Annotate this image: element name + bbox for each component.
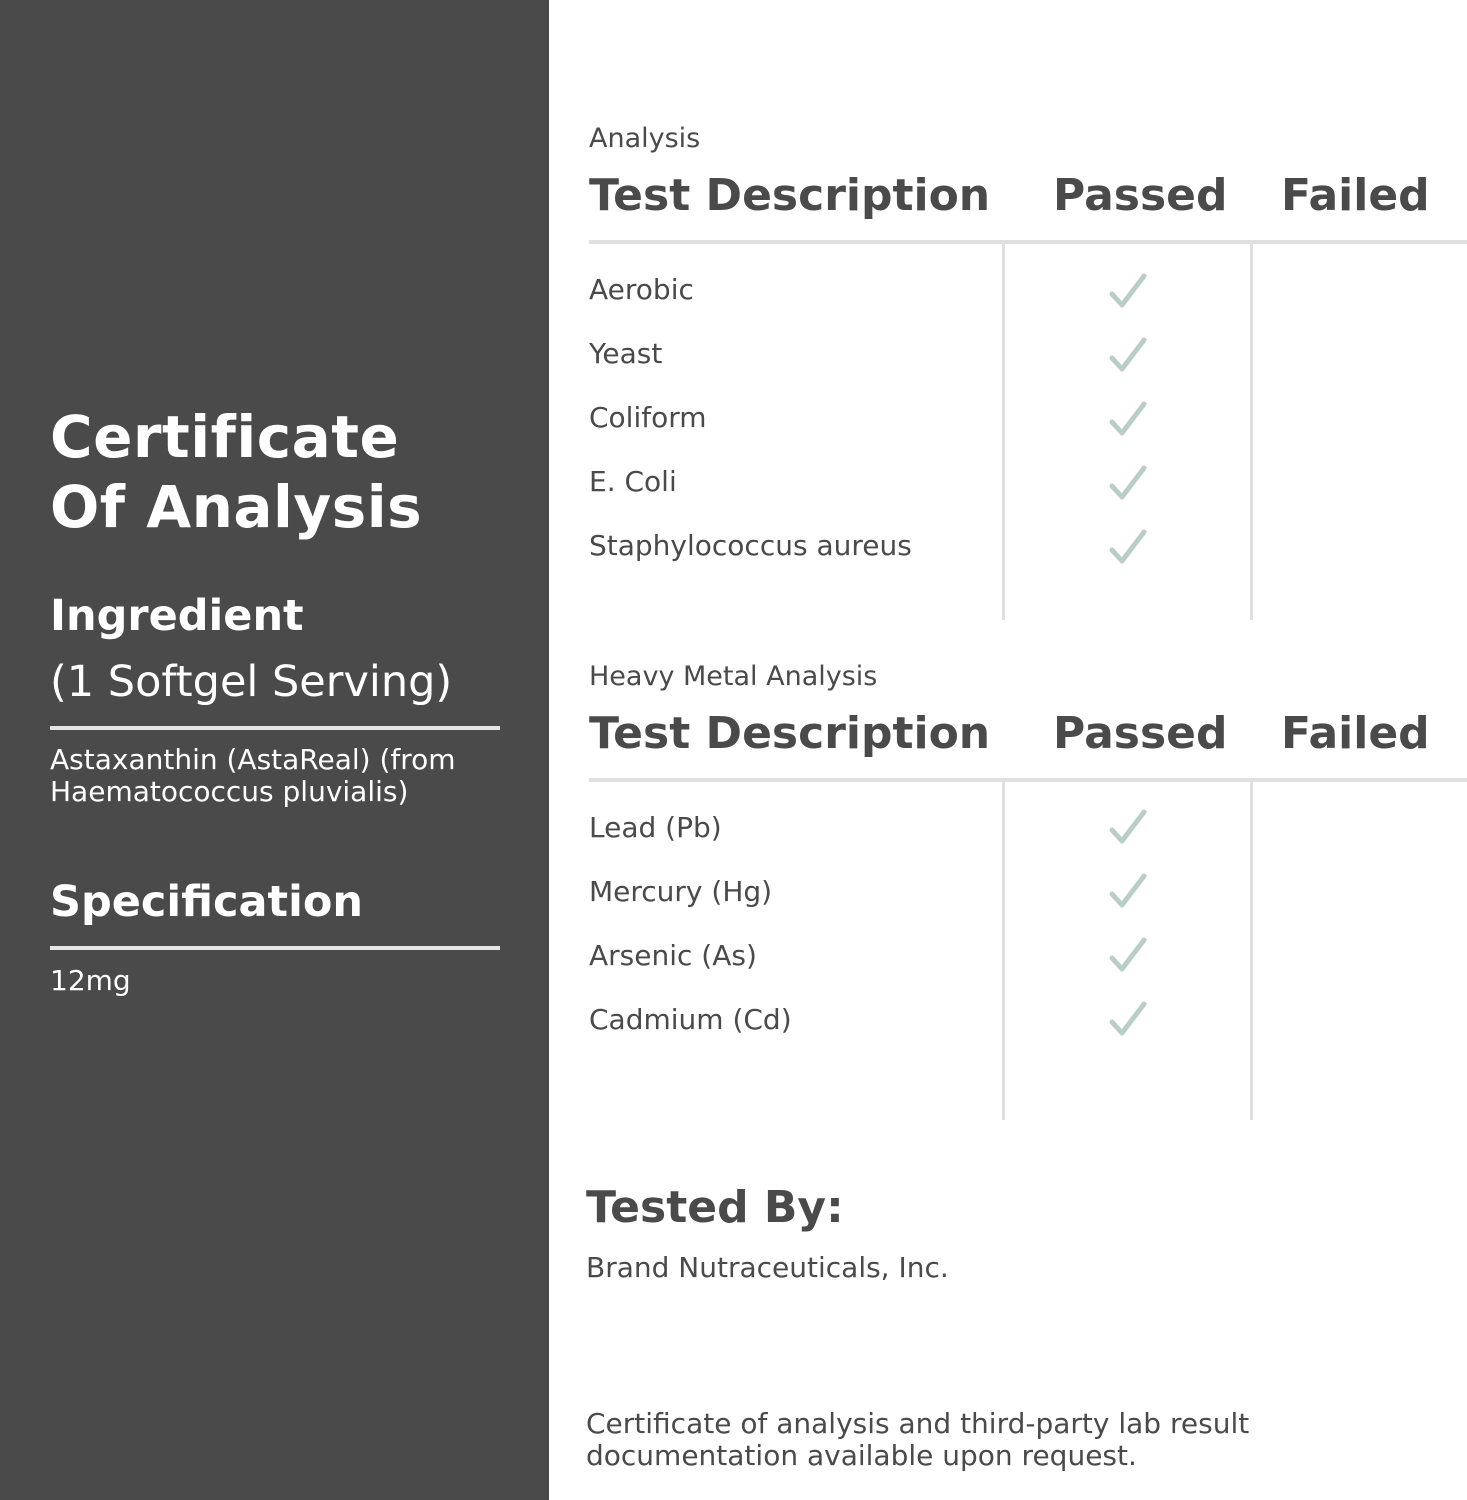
ingredient-heading: Ingredient: [50, 591, 304, 641]
analysis-row-label: Coliform: [589, 401, 707, 434]
analysis-col-divider-1: [1002, 244, 1005, 620]
certificate-title-line-1: Certificate: [50, 403, 400, 471]
analysis-header-rule: [589, 240, 1467, 244]
left-panel: [0, 0, 549, 1500]
ingredient-serving-subheading: (1 Softgel Serving): [50, 657, 453, 707]
check-icon: [1108, 872, 1148, 912]
footnote: Certificate of analysis and third-party lab result documentation available upon request.: [586, 1407, 1250, 1472]
check-icon: [1108, 936, 1148, 976]
tested-by-name: Brand Nutraceuticals, Inc.: [586, 1251, 949, 1284]
analysis-col-failed: Failed: [1281, 170, 1430, 221]
specification-heading: Specification: [50, 877, 363, 927]
specification-value: 12mg: [50, 964, 131, 997]
heavy-metal-row-label: Lead (Pb): [589, 811, 722, 844]
check-icon: [1108, 400, 1148, 440]
tested-by-heading: Tested By:: [586, 1182, 844, 1233]
certificate-title: [50, 402, 422, 542]
heavy-metal-header-rule: [589, 778, 1467, 782]
analysis-row-label: Yeast: [589, 337, 663, 370]
certificate-title-line-2: Of Analysis: [50, 473, 423, 541]
analysis-row-label: Staphylococcus aureus: [589, 529, 912, 562]
check-icon: [1108, 336, 1148, 376]
analysis-row-label: Aerobic: [589, 273, 694, 306]
heavy-metal-row-label: Mercury (Hg): [589, 875, 773, 908]
check-icon: [1108, 528, 1148, 568]
analysis-col-divider-2: [1250, 244, 1253, 620]
heavy-metal-col-description: Test Description: [589, 708, 991, 759]
heavy-metal-col-divider-2: [1250, 782, 1253, 1120]
analysis-col-passed: Passed: [1053, 170, 1228, 221]
heavy-metal-col-passed: Passed: [1053, 708, 1228, 759]
check-icon: [1108, 808, 1148, 848]
heavy-metal-section-label: Heavy Metal Analysis: [589, 661, 878, 692]
heavy-metal-col-failed: Failed: [1281, 708, 1430, 759]
heavy-metal-row-label: Arsenic (As): [589, 939, 757, 972]
heavy-metal-row-label: Cadmium (Cd): [589, 1003, 792, 1036]
ingredient-divider: [50, 726, 500, 730]
analysis-row-label: E. Coli: [589, 465, 677, 498]
check-icon: [1108, 1000, 1148, 1040]
analysis-section-label: Analysis: [589, 123, 701, 154]
heavy-metal-col-divider-1: [1002, 782, 1005, 1120]
analysis-col-description: Test Description: [589, 170, 991, 221]
check-icon: [1108, 272, 1148, 312]
ingredient-name: Astaxanthin (AstaReal) (from Haematococcus pluvialis): [50, 743, 456, 808]
check-icon: [1108, 464, 1148, 504]
specification-divider: [50, 946, 500, 950]
